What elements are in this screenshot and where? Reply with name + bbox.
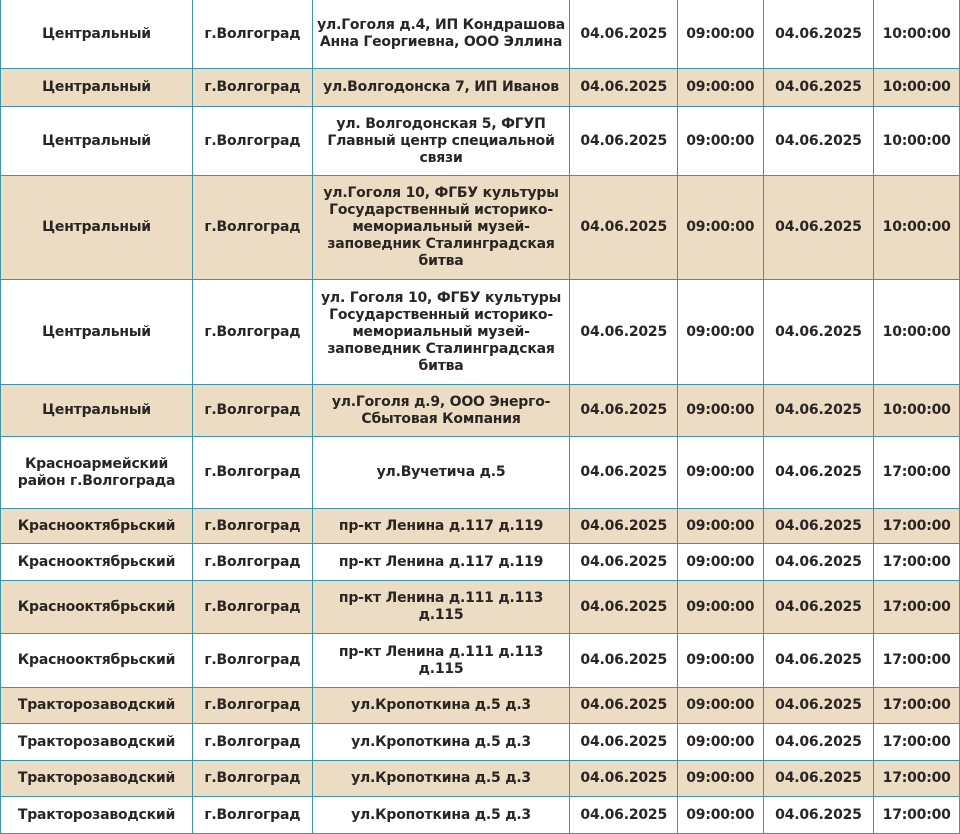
district-cell: Центральный <box>1 280 193 385</box>
table-row <box>1 176 960 280</box>
end-time-cell: 10:00:00 <box>874 176 960 280</box>
address-cell: ул.Гоголя д.9, ООО Энерго-Сбытовая Компания <box>312 385 570 437</box>
end-time-cell: 17:00:00 <box>874 509 960 544</box>
district-cell: Тракторозаводский <box>1 797 193 834</box>
district-cell: Центральный <box>1 69 193 107</box>
address-cell: ул.Волгодонска 7, ИП Иванов <box>312 69 570 107</box>
address-cell: ул.Кропоткина д.5 д.3 <box>312 724 570 761</box>
start-date-cell: 04.06.2025 <box>570 761 678 797</box>
district-cell: Центральный <box>1 385 193 437</box>
city-cell: г.Волгоград <box>193 544 313 581</box>
end-date-cell: 04.06.2025 <box>763 280 874 385</box>
table-row <box>1 0 960 69</box>
end-time-cell: 10:00:00 <box>874 0 960 69</box>
end-time-cell: 17:00:00 <box>874 761 960 797</box>
table-row <box>1 385 960 437</box>
address-cell: ул.Вучетича д.5 <box>312 437 570 509</box>
start-date-cell: 04.06.2025 <box>570 797 678 834</box>
end-time-cell: 17:00:00 <box>874 581 960 634</box>
city-cell: г.Волгоград <box>193 797 313 834</box>
district-cell: Тракторозаводский <box>1 724 193 761</box>
address-cell: ул.Кропоткина д.5 д.3 <box>312 688 570 724</box>
end-date-cell: 04.06.2025 <box>763 509 874 544</box>
start-time-cell: 09:00:00 <box>677 634 763 688</box>
city-cell: г.Волгоград <box>193 385 313 437</box>
end-time-cell: 10:00:00 <box>874 107 960 176</box>
start-date-cell: 04.06.2025 <box>570 437 678 509</box>
address-cell: ул. Волгодонская 5, ФГУП Главный центр специальной связи <box>312 107 570 176</box>
start-date-cell: 04.06.2025 <box>570 107 678 176</box>
city-cell: г.Волгоград <box>193 0 313 69</box>
start-date-cell: 04.06.2025 <box>570 385 678 437</box>
end-time-cell: 10:00:00 <box>874 280 960 385</box>
end-time-cell: 17:00:00 <box>874 437 960 509</box>
district-cell: Тракторозаводский <box>1 761 193 797</box>
address-cell: пр-кт Ленина д.117 д.119 <box>312 509 570 544</box>
end-date-cell: 04.06.2025 <box>763 437 874 509</box>
start-date-cell: 04.06.2025 <box>570 280 678 385</box>
city-cell: г.Волгоград <box>193 69 313 107</box>
address-cell: ул. Гоголя 10, ФГБУ культуры Государственный историко-мемориальный музей-заповедник Сталинградская битва <box>312 280 570 385</box>
table-row <box>1 544 960 581</box>
table-row <box>1 688 960 724</box>
table-row <box>1 634 960 688</box>
table-row <box>1 724 960 761</box>
district-cell: Тракторозаводский <box>1 688 193 724</box>
end-date-cell: 04.06.2025 <box>763 797 874 834</box>
district-cell: Центральный <box>1 107 193 176</box>
city-cell: г.Волгоград <box>193 437 313 509</box>
city-cell: г.Волгоград <box>193 280 313 385</box>
city-cell: г.Волгоград <box>193 107 313 176</box>
table-row <box>1 437 960 509</box>
start-time-cell: 09:00:00 <box>677 509 763 544</box>
table-row <box>1 581 960 634</box>
end-date-cell: 04.06.2025 <box>763 544 874 581</box>
start-date-cell: 04.06.2025 <box>570 69 678 107</box>
start-time-cell: 09:00:00 <box>677 437 763 509</box>
district-cell: Краснооктябрьский <box>1 634 193 688</box>
start-time-cell: 09:00:00 <box>677 688 763 724</box>
district-cell: Центральный <box>1 176 193 280</box>
address-cell: пр-кт Ленина д.111 д.113 д.115 <box>312 634 570 688</box>
city-cell: г.Волгоград <box>193 688 313 724</box>
start-time-cell: 09:00:00 <box>677 385 763 437</box>
end-time-cell: 17:00:00 <box>874 634 960 688</box>
start-time-cell: 09:00:00 <box>677 761 763 797</box>
end-date-cell: 04.06.2025 <box>763 385 874 437</box>
start-time-cell: 09:00:00 <box>677 176 763 280</box>
table-row <box>1 761 960 797</box>
start-date-cell: 04.06.2025 <box>570 581 678 634</box>
address-cell: ул.Кропоткина д.5 д.3 <box>312 797 570 834</box>
table-row <box>1 107 960 176</box>
start-time-cell: 09:00:00 <box>677 797 763 834</box>
city-cell: г.Волгоград <box>193 634 313 688</box>
district-cell: Краснооктябрьский <box>1 544 193 581</box>
end-date-cell: 04.06.2025 <box>763 581 874 634</box>
district-cell: Краснооктябрьский <box>1 509 193 544</box>
city-cell: г.Волгоград <box>193 761 313 797</box>
start-time-cell: 09:00:00 <box>677 0 763 69</box>
address-cell: ул.Гоголя д.4, ИП Кондрашова Анна Георгиевна, ООО Эллина <box>312 0 570 69</box>
start-time-cell: 09:00:00 <box>677 724 763 761</box>
start-date-cell: 04.06.2025 <box>570 688 678 724</box>
end-time-cell: 17:00:00 <box>874 544 960 581</box>
end-date-cell: 04.06.2025 <box>763 724 874 761</box>
start-date-cell: 04.06.2025 <box>570 724 678 761</box>
city-cell: г.Волгоград <box>193 581 313 634</box>
table-row <box>1 280 960 385</box>
table-row <box>1 797 960 834</box>
city-cell: г.Волгоград <box>193 509 313 544</box>
end-date-cell: 04.06.2025 <box>763 0 874 69</box>
end-date-cell: 04.06.2025 <box>763 634 874 688</box>
start-time-cell: 09:00:00 <box>677 107 763 176</box>
address-cell: ул.Кропоткина д.5 д.3 <box>312 761 570 797</box>
start-date-cell: 04.06.2025 <box>570 634 678 688</box>
start-date-cell: 04.06.2025 <box>570 0 678 69</box>
city-cell: г.Волгоград <box>193 176 313 280</box>
start-date-cell: 04.06.2025 <box>570 176 678 280</box>
end-date-cell: 04.06.2025 <box>763 761 874 797</box>
end-time-cell: 10:00:00 <box>874 385 960 437</box>
end-time-cell: 17:00:00 <box>874 724 960 761</box>
start-time-cell: 09:00:00 <box>677 69 763 107</box>
end-time-cell: 17:00:00 <box>874 797 960 834</box>
district-cell: Центральный <box>1 0 193 69</box>
district-cell: Краснооктябрьский <box>1 581 193 634</box>
end-time-cell: 10:00:00 <box>874 69 960 107</box>
end-time-cell: 17:00:00 <box>874 688 960 724</box>
address-cell: пр-кт Ленина д.111 д.113 д.115 <box>312 581 570 634</box>
end-date-cell: 04.06.2025 <box>763 107 874 176</box>
end-date-cell: 04.06.2025 <box>763 176 874 280</box>
start-time-cell: 09:00:00 <box>677 280 763 385</box>
start-date-cell: 04.06.2025 <box>570 544 678 581</box>
table-row <box>1 509 960 544</box>
start-time-cell: 09:00:00 <box>677 581 763 634</box>
address-cell: ул.Гоголя 10, ФГБУ культуры Государственный историко-мемориальный музей-заповедник Сталинградская битва <box>312 176 570 280</box>
district-cell: Красноармейский район г.Волгограда <box>1 437 193 509</box>
end-date-cell: 04.06.2025 <box>763 688 874 724</box>
end-date-cell: 04.06.2025 <box>763 69 874 107</box>
city-cell: г.Волгоград <box>193 724 313 761</box>
start-date-cell: 04.06.2025 <box>570 509 678 544</box>
address-cell: пр-кт Ленина д.117 д.119 <box>312 544 570 581</box>
table-row <box>1 69 960 107</box>
start-time-cell: 09:00:00 <box>677 544 763 581</box>
